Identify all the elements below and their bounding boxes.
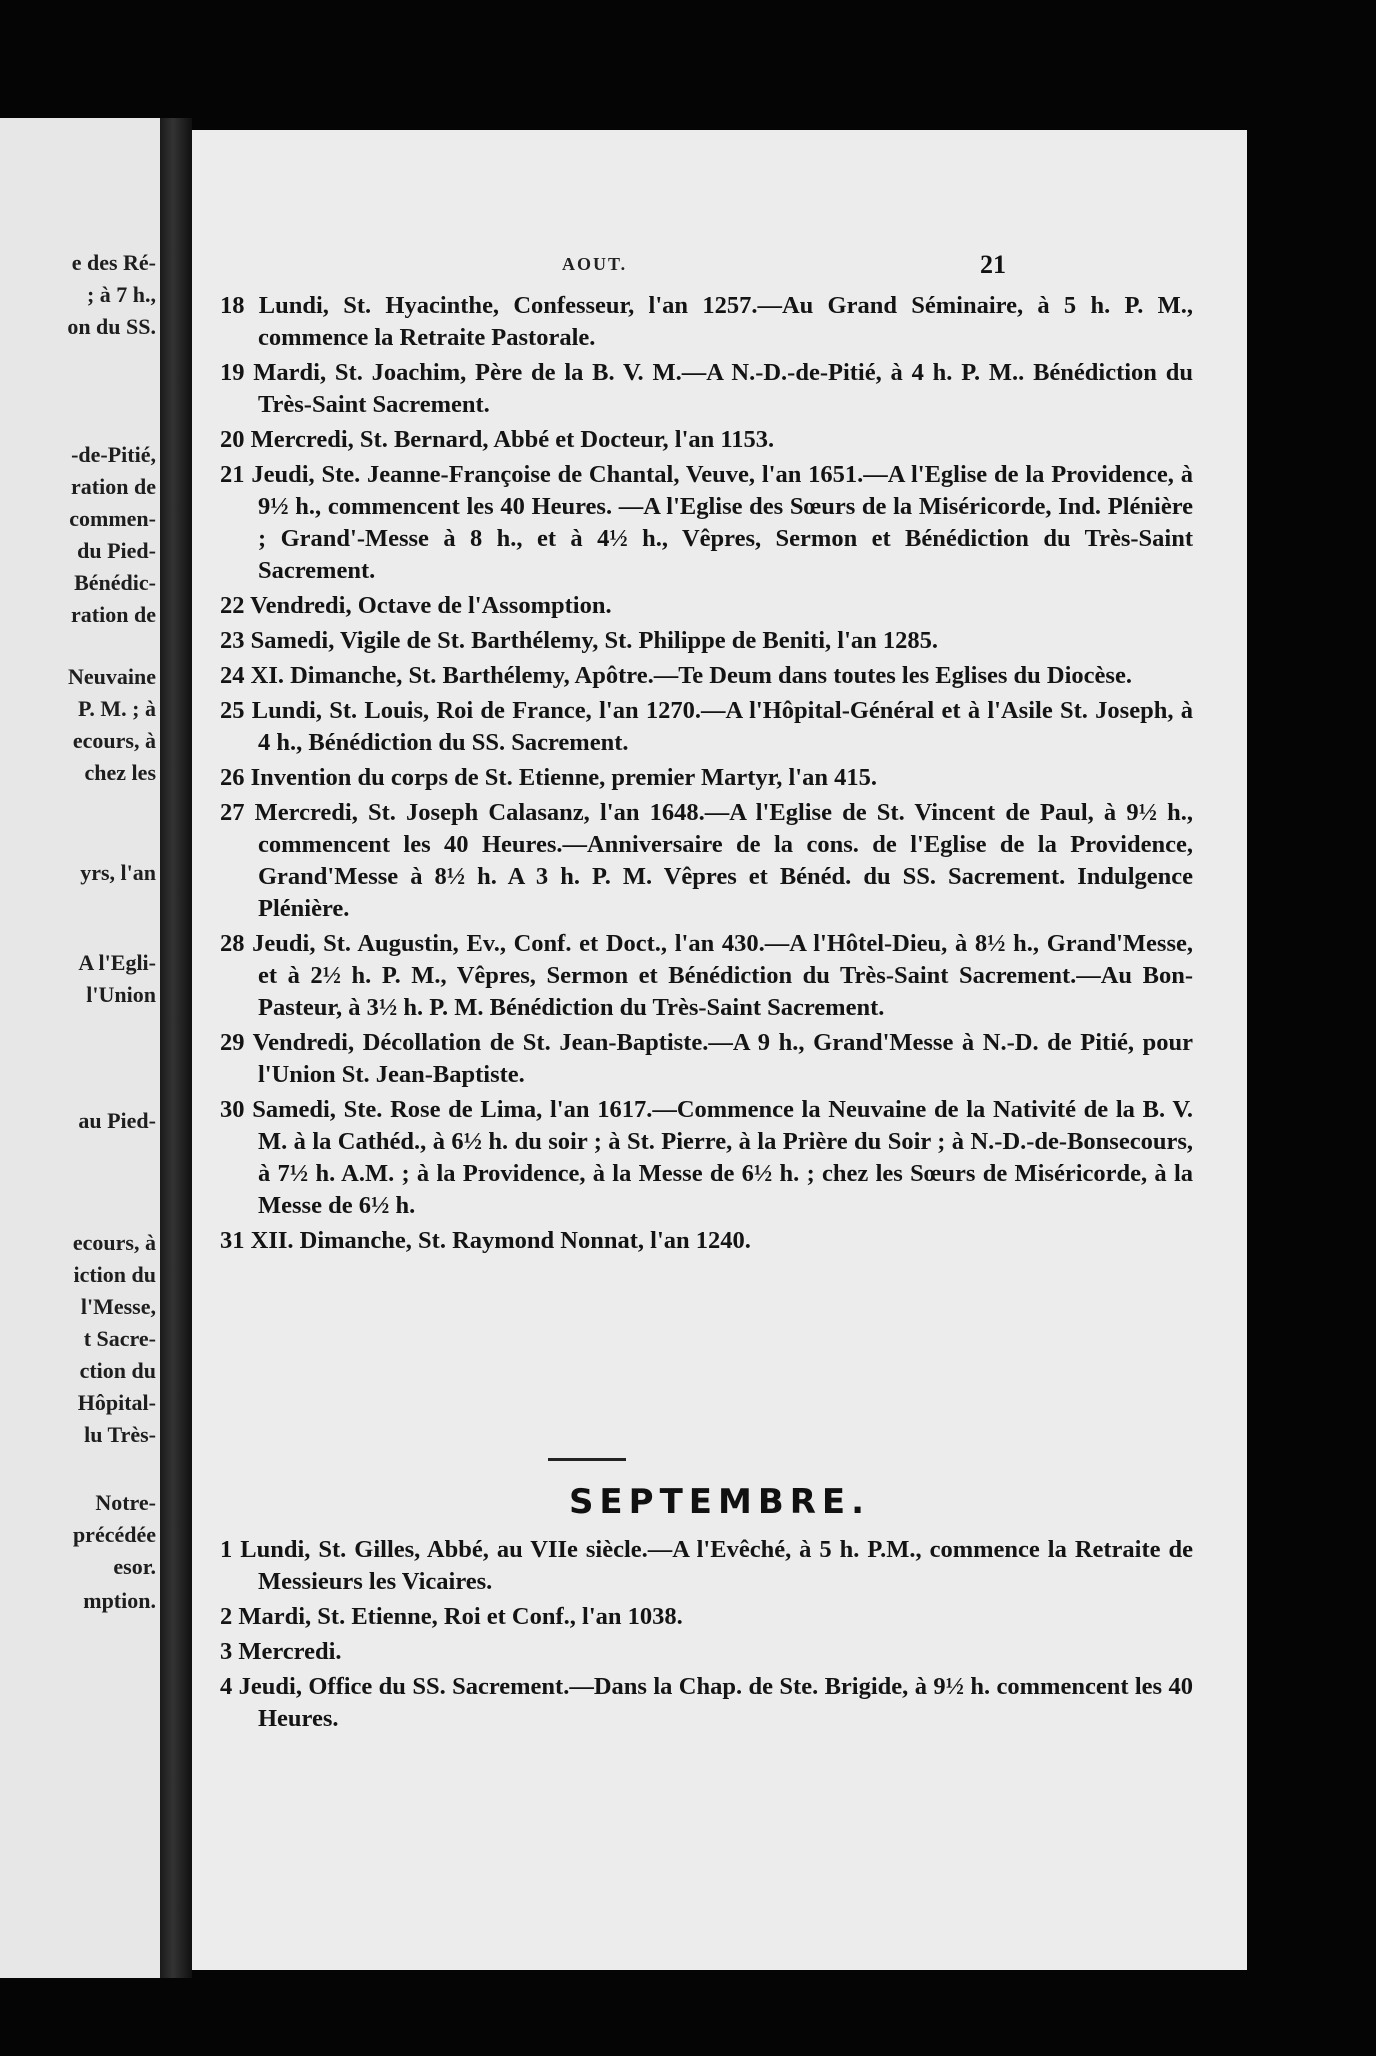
left-page-line: on du SS.: [67, 314, 156, 339]
left-page-line: ration de: [71, 474, 156, 499]
calendar-entry: 25 Lundi, St. Louis, Roi de France, l'an 1270.—A l'Hôpital-Général et à l'Asile St. Joseph, à 4 h., Bénédiction du SS. Sacrement.: [220, 697, 1193, 756]
left-page-line: Notre-: [95, 1490, 156, 1515]
left-page-fragment: [0, 118, 160, 1978]
left-page-line: -de-Pitié,: [71, 442, 156, 467]
left-page-line: mption.: [83, 1588, 156, 1613]
calendar-entry: 22 Vendredi, Octave de l'Assomption.: [220, 592, 612, 619]
calendar-entry: 28 Jeudi, St. Augustin, Ev., Conf. et Doct., l'an 430.—A l'Hôtel-Dieu, à 8½ h., Grand'Messe, et à 2½ h. P. M., Vêpres, Sermon et Bénédiction du Très-Saint Sacrement.—Au Bon-Pasteur, à 3½ h. P. M. Bénédiction du Très-Saint Sacrement.: [220, 930, 1193, 1021]
calendar-entry: 4 Jeudi, Office du SS. Sacrement.—Dans la Chap. de Ste. Brigide, à 9½ h. commencent les 40 Heures.: [220, 1673, 1193, 1732]
left-page-line: t Sacre-: [83, 1326, 156, 1351]
section-title: SEPTEMBRE.: [568, 1482, 871, 1522]
calendar-entry: 19 Mardi, St. Joachim, Père de la B. V. M.—A N.-D.-de-Pitié, à 4 h. P. M.. Bénédiction du Très-Saint Sacrement.: [220, 359, 1193, 418]
calendar-entry: 2 Mardi, St. Etienne, Roi et Conf., l'an 1038.: [220, 1603, 683, 1630]
calendar-entry: 1 Lundi, St. Gilles, Abbé, au VIIe siècle.—A l'Evêché, à 5 h. P.M., commence la Retraite de Messieurs les Vicaires.: [220, 1536, 1193, 1595]
left-page-line: lu Très-: [84, 1422, 156, 1447]
calendar-entry: 29 Vendredi, Décollation de St. Jean-Baptiste.—A 9 h., Grand'Messe à N.-D. de Pitié, pour l'Union St. Jean-Baptiste.: [220, 1029, 1193, 1088]
left-page-line: yrs, l'an: [80, 860, 156, 885]
left-page-line: ration de: [71, 602, 156, 627]
left-page-line: iction du: [73, 1262, 156, 1287]
left-page-line: ; à 7 h.,: [86, 282, 156, 307]
left-page-line: Neuvaine: [68, 664, 156, 689]
left-page-line: du Pied-: [77, 538, 156, 563]
calendar-entry: 30 Samedi, Ste. Rose de Lima, l'an 1617.—Commence la Neuvaine de la Nativité de la B. V. M. à la Cathéd., à 6½ h. du soir ; à St. Pierre, à la Prière du Soir ; à N.-D.-de-Bonsecours, à 7½ h. A.M. ; à la Providence, à la Messe de 6½ h. ; chez les Sœurs de Miséricorde, à la Messe de 6½ h.: [220, 1096, 1193, 1219]
calendar-entry: 26 Invention du corps de St. Etienne, premier Martyr, l'an 415.: [220, 764, 877, 791]
september-entries: [192, 1534, 1247, 1738]
page-number: 21: [980, 250, 1006, 279]
calendar-entry: 27 Mercredi, St. Joseph Calasanz, l'an 1648.—A l'Eglise de St. Vincent de Paul, à 9½ h., commencent les 40 Heures.—Anniversaire de la cons. de l'Eglise de la Providence, Grand'Messe à 8½ h. A 3 h. P. M. Vêpres et Bénéd. du SS. Sacrement. Indulgence Plénière.: [220, 799, 1193, 922]
left-page-line: e des Ré-: [71, 250, 156, 275]
left-page-line: P. M. ; à: [77, 696, 156, 721]
left-page-line: au Pied-: [78, 1108, 156, 1133]
running-head: [192, 250, 1247, 286]
calendar-entry: 21 Jeudi, Ste. Jeanne-Françoise de Chantal, Veuve, l'an 1651.—A l'Eglise de la Providence, à 9½ h., commencent les 40 Heures. —A l'Eglise des Sœurs de la Miséricorde, Ind. Plénière ; Grand'-Messe à 8 h., et à 4½ h., Vêpres, Sermon et Bénédiction du Très-Saint Sacrement.: [220, 461, 1193, 584]
left-page-line: l'Messe,: [80, 1294, 156, 1319]
left-page-line: l'Union: [86, 982, 156, 1007]
calendar-entry: 18 Lundi, St. Hyacinthe, Confesseur, l'an 1257.—Au Grand Séminaire, à 5 h. P. M., commence la Retraite Pastorale.: [220, 292, 1193, 351]
left-page-line: ction du: [79, 1358, 156, 1383]
calendar-entry: 24 XI. Dimanche, St. Barthélemy, Apôtre.—Te Deum dans toutes les Eglises du Diocèse.: [220, 662, 1132, 689]
left-page-line: chez les: [84, 760, 156, 785]
august-entries: [192, 290, 1247, 1260]
calendar-entry: 23 Samedi, Vigile de St. Barthélemy, St. Philippe de Beniti, l'an 1285.: [220, 627, 939, 654]
calendar-entry: 3 Mercredi.: [220, 1638, 342, 1665]
left-page-line: commen-: [69, 506, 156, 531]
left-page-line: esor.: [113, 1554, 156, 1579]
calendar-entry: 31 XII. Dimanche, St. Raymond Nonnat, l'an 1240.: [220, 1227, 751, 1254]
left-page-line: ecours, à: [72, 1230, 156, 1255]
left-page-line: précédée: [72, 1522, 156, 1547]
right-page: [192, 130, 1247, 1970]
book-gutter: [160, 118, 192, 1978]
running-title: AOUT.: [562, 254, 628, 274]
left-page-line: Bénédic-: [74, 570, 156, 595]
section-divider: [548, 1458, 626, 1461]
calendar-entry: 20 Mercredi, St. Bernard, Abbé et Docteur, l'an 1153.: [220, 426, 775, 453]
left-page-line: Hôpital-: [77, 1390, 156, 1415]
left-page-line: A l'Egli-: [78, 950, 156, 975]
left-page-line: ecours, à: [72, 728, 156, 753]
